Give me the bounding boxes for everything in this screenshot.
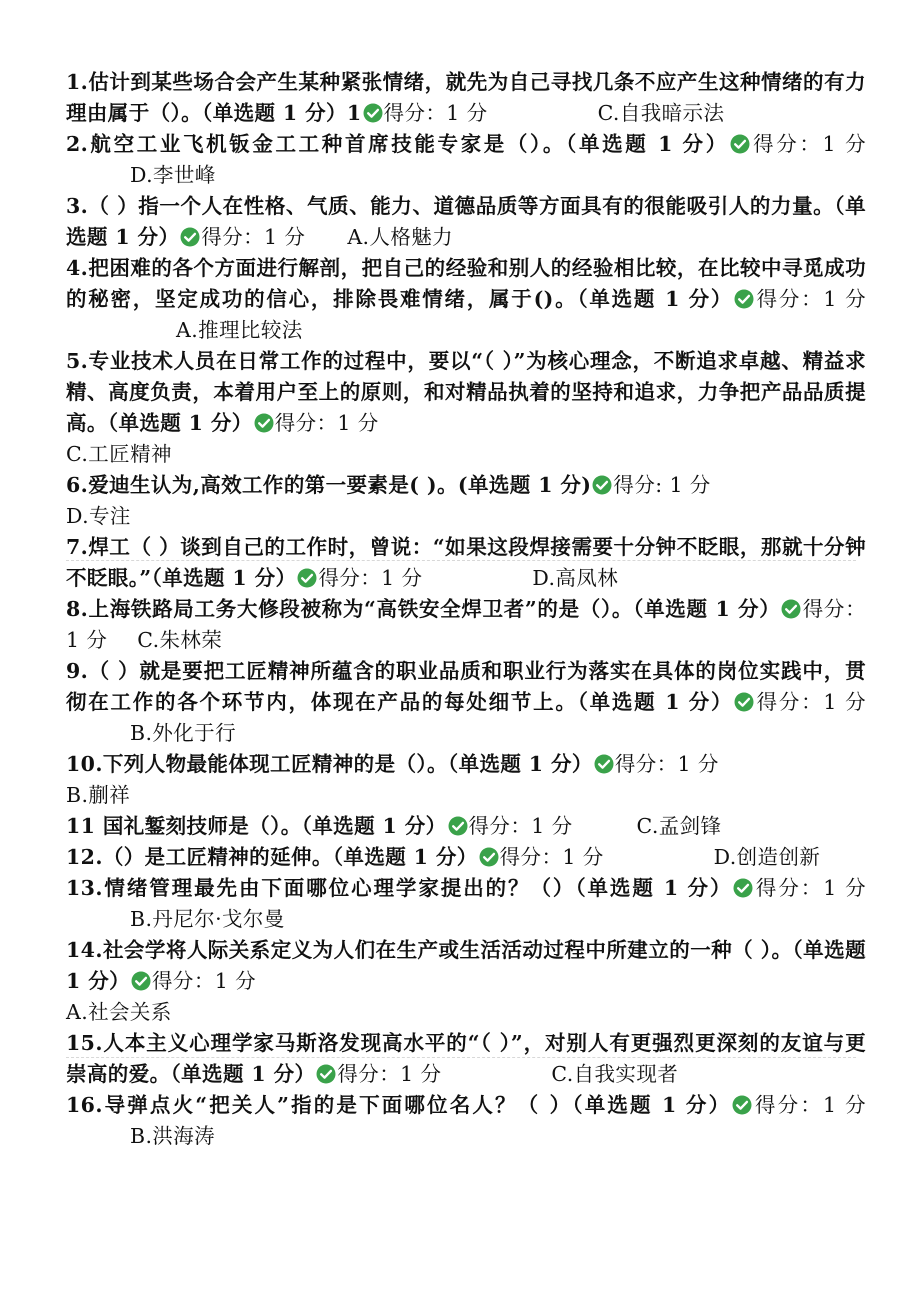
score-text: 得分：1 分 bbox=[468, 814, 573, 838]
question-stem: 3.（ ）指一个人在性格、气质、能力、道德品质等方面具有的很能吸引人的力量。（单选题 1 分） bbox=[66, 194, 866, 249]
question-item bbox=[66, 532, 866, 594]
question-item bbox=[66, 594, 866, 656]
score-text: 得分：1 分 bbox=[753, 1093, 866, 1117]
question-item bbox=[66, 749, 866, 811]
answer-text: A.社会关系 bbox=[66, 1000, 172, 1024]
score-text: 得分：1 分 bbox=[318, 566, 423, 590]
question-stem: 5.专业技术人员在日常工作的过程中，要以“（ ）”为核心理念，不断追求卓越、精益求精、高度负责，本着用户至上的原则，和对精品执着的坚持和追求，力争把产品品质提高。（单选题 1 分） bbox=[66, 349, 866, 435]
answer-text: D.高凤林 bbox=[532, 566, 619, 590]
answer-text: D.专注 bbox=[66, 504, 131, 528]
score-text: 得分：1 分 bbox=[274, 411, 379, 435]
question-stem: 2.航空工业飞机钣金工工种首席技能专家是（）。（单选题 1 分） bbox=[66, 132, 729, 156]
answer-text: C.孟剑锋 bbox=[636, 814, 722, 838]
answer-text: C.自我实现者 bbox=[551, 1062, 679, 1086]
score-text: 得分：1 分 bbox=[337, 1062, 442, 1086]
question-stem: 15.人本主义心理学家马斯洛发现高水平的“（ ）”，对别人有更强烈更深刻的友谊与更崇高的爱。（单选题 1 分） bbox=[66, 1031, 866, 1086]
check-circle-icon bbox=[131, 971, 151, 991]
answer-text: A.推理比较法 bbox=[176, 318, 303, 342]
question-stem: 8.上海铁路局工务大修段被称为“高铁安全焊卫者”的是（）。（单选题 1 分） bbox=[66, 597, 781, 621]
question-item bbox=[66, 656, 866, 749]
question-stem: 10.下列人物最能体现工匠精神的是（）。（单选题 1 分） bbox=[66, 752, 593, 776]
check-circle-icon bbox=[734, 692, 754, 712]
question-stem: 11 国礼錾刻技师是（）。（单选题 1 分） bbox=[66, 814, 447, 838]
question-stem: 14.社会学将人际关系定义为人们在生产或生活活动过程中所建立的一种（ ）。（单选题 1 分） bbox=[66, 938, 866, 993]
question-stem: 7.焊工（ ）谈到自己的工作时，曾说：“如果这段焊接需要十分钟不眨眼，那就十分钟不眨眼。”（单选题 1 分） bbox=[66, 535, 866, 590]
question-item bbox=[66, 470, 866, 532]
question-item bbox=[66, 1028, 866, 1090]
check-circle-icon bbox=[781, 599, 801, 619]
check-circle-icon bbox=[448, 816, 468, 836]
check-circle-icon bbox=[733, 878, 753, 898]
check-circle-icon bbox=[592, 475, 612, 495]
score-text: 得分：1 分 bbox=[754, 876, 866, 900]
check-circle-icon bbox=[730, 134, 750, 154]
answer-text: D.李世峰 bbox=[130, 163, 216, 187]
check-circle-icon bbox=[316, 1064, 336, 1084]
answer-text: B.洪海涛 bbox=[130, 1124, 216, 1148]
check-circle-icon bbox=[180, 227, 200, 247]
question-item bbox=[66, 811, 866, 842]
score-text: 得分：1 分 bbox=[499, 845, 604, 869]
answer-text: B.丹尼尔·戈尔曼 bbox=[130, 907, 285, 931]
score-text: 得分：1 分 bbox=[750, 132, 866, 156]
question-stem: 6.爱迪生认为,高效工作的第一要素是( )。(单选题 1 分) bbox=[66, 473, 592, 497]
question-item bbox=[66, 129, 866, 191]
question-stem: 13.情绪管理最先由下面哪位心理学家提出的？（）（单选题 1 分） bbox=[66, 876, 733, 900]
answer-text: C.自我暗示法 bbox=[597, 101, 725, 125]
score-text: 得分：1 分 bbox=[755, 690, 866, 714]
check-circle-icon bbox=[254, 413, 274, 433]
question-stem: 9.（ ）就是要把工匠精神所蕴含的职业品质和职业行为落实在具体的岗位实践中，贯彻在工作的各个环节内，体现在产品的每处细节上。（单选题 1 分） bbox=[66, 659, 866, 714]
check-circle-icon bbox=[594, 754, 614, 774]
check-circle-icon bbox=[363, 103, 383, 123]
check-circle-icon bbox=[734, 289, 754, 309]
check-circle-icon bbox=[479, 847, 499, 867]
score-text: 得分：1 分 bbox=[201, 225, 306, 249]
question-stem: 12.（）是工匠精神的延伸。（单选题 1 分） bbox=[66, 845, 478, 869]
question-item bbox=[66, 191, 866, 253]
question-item bbox=[66, 67, 866, 129]
score-text: 得分: 1 分 bbox=[613, 473, 711, 497]
question-stem: 16.导弹点火“把关人”指的是下面哪位名人？（ ）（单选题 1 分） bbox=[66, 1093, 732, 1117]
question-stem: 4.把困难的各个方面进行解剖，把自己的经验和别人的经验相比较，在比较中寻觅成功的秘密，坚定成功的信心，排除畏难情绪，属于()。（单选题 1 分） bbox=[66, 256, 866, 311]
score-text: 得分：1 分 bbox=[66, 597, 866, 652]
score-text: 得分：1 分 bbox=[383, 101, 488, 125]
score-text: 得分：1 分 bbox=[152, 969, 256, 993]
check-circle-icon bbox=[297, 568, 317, 588]
question-item bbox=[66, 935, 866, 1028]
question-item bbox=[66, 1090, 866, 1152]
question-item bbox=[66, 842, 866, 873]
answer-text: C.工匠精神 bbox=[66, 442, 172, 466]
question-item bbox=[66, 346, 866, 470]
score-text: 得分：1 分 bbox=[614, 752, 719, 776]
question-item bbox=[66, 873, 866, 935]
answer-text: A.人格魅力 bbox=[347, 225, 454, 249]
question-stem: 1.估计到某些场合会产生某种紧张情绪，就先为自己寻找几条不应产生这种情绪的有力理由属于（）。（单选题 1 分）1 bbox=[66, 70, 866, 125]
score-text: 得分：1 分 bbox=[755, 287, 866, 311]
answer-text: C.朱林荣 bbox=[137, 628, 223, 652]
quiz-document bbox=[66, 67, 866, 1152]
answer-text: D.创造创新 bbox=[713, 845, 821, 869]
answer-text: B.外化于行 bbox=[130, 721, 236, 745]
question-item bbox=[66, 253, 866, 346]
answer-text: B.蒯祥 bbox=[66, 783, 131, 807]
check-circle-icon bbox=[732, 1095, 752, 1115]
